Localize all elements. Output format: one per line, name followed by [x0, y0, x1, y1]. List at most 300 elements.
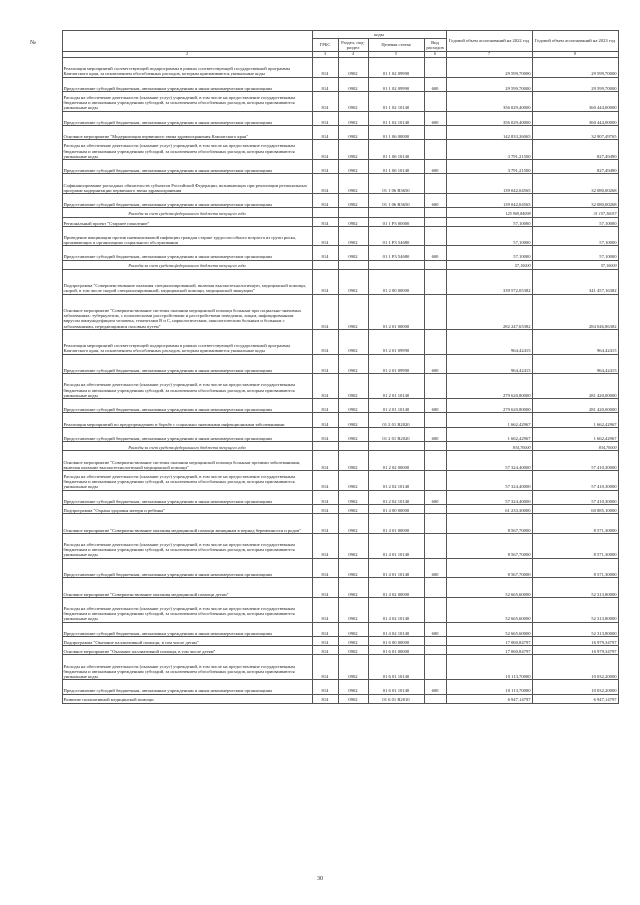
row-amount-2023: 60 885,10000: [532, 504, 618, 513]
table-row: [62, 646, 618, 655]
row-grbs: 814: [312, 451, 338, 471]
row-expense-type: 600: [424, 490, 446, 504]
table-body: [62, 58, 618, 704]
row-razdel: 0902: [338, 125, 368, 139]
row-expense-type: 600: [424, 354, 446, 374]
row-name: Проведение вакцинации против пневмококковой инфекции граждан старше трудоспособного возраста из групп риска, проживающих в организациях социального обслуживания: [62, 226, 312, 246]
row-target-article: 01 1 06 R3650: [368, 193, 424, 207]
row-amount-2022: 356 029,40000: [446, 111, 532, 125]
table-row: [62, 77, 618, 91]
row-target-article: [368, 260, 424, 269]
table-row: [62, 354, 618, 374]
row-name: Предоставление субсидий бюджетным, автономным учреждениям и иным некоммерческим организациям: [62, 680, 312, 694]
row-grbs: 814: [312, 269, 338, 294]
table-row: [62, 680, 618, 694]
row-name: Расходы за счет средств федерального бюджета текущего года: [62, 208, 312, 217]
row-amount-2023: 57,10000: [532, 260, 618, 269]
row-amount-2023: 31 157,36057: [532, 208, 618, 217]
row-target-article: 01 4 01 00000: [368, 514, 424, 534]
row-amount-2023: 8 571,30000: [532, 514, 618, 534]
row-grbs: 814: [312, 514, 338, 534]
row-amount-2022: 29 599,70000: [446, 58, 532, 78]
row-expense-type: [424, 636, 446, 645]
row-target-article: 01 4 02 10140: [368, 622, 424, 636]
row-name: Основное мероприятие "Совершенствование оказания медицинской помощи детям": [62, 578, 312, 598]
table-row: [62, 260, 618, 269]
row-amount-2022: 52 665,60000: [446, 597, 532, 622]
row-expense-type: [424, 91, 446, 111]
row-amount-2023: 284 046,86382: [532, 294, 618, 329]
row-name: Развитие паллиативной медицинской помощи: [62, 694, 312, 703]
row-target-article: 01 1 02 10140: [368, 91, 424, 111]
row-amount-2023: 1 662,42967: [532, 413, 618, 427]
row-amount-2022: 8 567,70000: [446, 533, 532, 558]
table-row: [62, 471, 618, 491]
row-name: Предоставление субсидий бюджетным, автономным учреждениям и иным некоммерческим организациям: [62, 399, 312, 413]
row-name: Расходы на обеспечение деятельности (оказание услуг) учреждений, в том числе на предоставление государственным бюджетным и автономным учреждениям субсидий, за исключением обособленных расходов, которым присваиваются уникальные коды: [62, 91, 312, 111]
row-razdel: 0902: [338, 246, 368, 260]
row-name: Региональный проект "Старшее поколение": [62, 217, 312, 226]
row-name: Предоставление субсидий бюджетным, автономным учреждениям и иным некоммерческим организациям: [62, 622, 312, 636]
row-razdel: 0902: [338, 680, 368, 694]
row-amount-2023: 341 457,16382: [532, 269, 618, 294]
row-amount-2022: 57 324,40000: [446, 451, 532, 471]
table-row: [62, 514, 618, 534]
table-row: [62, 655, 618, 680]
row-target-article: 01 6 00 00000: [368, 636, 424, 645]
row-expense-type: [424, 260, 446, 269]
row-amount-2023: 32 907,49765: [532, 125, 618, 139]
row-amount-2023: 8 571,30000: [532, 558, 618, 578]
budget-table-sheet: [62, 30, 618, 704]
row-name: Предоставление субсидий бюджетным, автономным учреждениям и иным некоммерческим организациям: [62, 354, 312, 374]
row-name: Софинансирование расходных обязательств субъектов Российской Федерации, возникающих при реализации региональных программ модернизации первичного звена здравоохранения: [62, 174, 312, 194]
row-name: Подпрограмма "Оказание паллиативной помощи, в том числе детям": [62, 636, 312, 645]
row-amount-2022: 8 567,70000: [446, 558, 532, 578]
row-expense-type: [424, 125, 446, 139]
header-razdel: Раздел, под-раздел: [338, 39, 368, 52]
row-amount-2023: 964,42415: [532, 354, 618, 374]
row-grbs: 814: [312, 646, 338, 655]
row-razdel: 0902: [338, 533, 368, 558]
row-target-article: 01 2 02 10140: [368, 490, 424, 504]
row-amount-2022: 17 060,84797: [446, 646, 532, 655]
row-name: Расходы на обеспечение деятельности (оказание услуг) учреждений, в том числе на предоставление государственным бюджетным и автономным учреждениям субсидий, за исключением обособленных расходов, которым присваиваются уникальные коды: [62, 471, 312, 491]
row-amount-2022: 125 969,84098: [446, 208, 532, 217]
row-expense-type: 600: [424, 111, 446, 125]
row-amount-2023: 360 444,00000: [532, 91, 618, 111]
table-row: [62, 533, 618, 558]
row-razdel: 0902: [338, 159, 368, 173]
header-name: [62, 31, 312, 52]
row-razdel: 0902: [338, 558, 368, 578]
row-target-article: 01 4 02 00000: [368, 578, 424, 598]
row-expense-type: 600: [424, 193, 446, 207]
column-number: 5: [368, 52, 424, 58]
row-razdel: [338, 260, 368, 269]
row-grbs: 814: [312, 533, 338, 558]
row-amount-2023: 57 410,30000: [532, 451, 618, 471]
table-row: [62, 125, 618, 139]
row-amount-2023: 1 662,42967: [532, 427, 618, 441]
row-razdel: 0902: [338, 329, 368, 354]
row-grbs: 814: [312, 636, 338, 645]
row-expense-type: 600: [424, 399, 446, 413]
row-amount-2023: 827,49490: [532, 140, 618, 160]
row-grbs: 814: [312, 680, 338, 694]
row-name: Основное мероприятие "Совершенствование оказания медицинской помощи женщинам в период беременности и родов": [62, 514, 312, 534]
row-target-article: 01 2 02 10140: [368, 471, 424, 491]
row-grbs: 814: [312, 77, 338, 91]
table-row: [62, 427, 618, 441]
row-amount-2023: 57,10000: [532, 217, 618, 226]
row-expense-type: [424, 504, 446, 513]
column-number: 7: [446, 52, 532, 58]
row-amount-2022: 57 324,40000: [446, 471, 532, 491]
header-codes: коды: [312, 31, 446, 39]
row-grbs: 814: [312, 413, 338, 427]
row-razdel: 0902: [338, 217, 368, 226]
row-amount-2022: 52 665,60000: [446, 622, 532, 636]
row-amount-2022: 279 620,80000: [446, 399, 532, 413]
row-expense-type: [424, 471, 446, 491]
row-amount-2022: 139 042,04565: [446, 193, 532, 207]
row-name: Расходы за счет средств федерального бюджета текущего года: [62, 442, 312, 451]
row-grbs: 814: [312, 694, 338, 703]
row-grbs: 814: [312, 558, 338, 578]
row-expense-type: [424, 174, 446, 194]
row-grbs: 814: [312, 125, 338, 139]
row-amount-2022: 139 042,04565: [446, 174, 532, 194]
row-target-article: 01 1 02 09990: [368, 77, 424, 91]
row-amount-2022: 57,10000: [446, 246, 532, 260]
row-grbs: 814: [312, 490, 338, 504]
row-target-article: 01 6 01 00000: [368, 646, 424, 655]
row-razdel: 0902: [338, 140, 368, 160]
row-grbs: 814: [312, 622, 338, 636]
row-razdel: 0902: [338, 694, 368, 703]
row-amount-2022: 10 113,70000: [446, 655, 532, 680]
row-amount-2022: 964,42415: [446, 329, 532, 354]
table-row: [62, 374, 618, 399]
row-name: Предоставление субсидий бюджетным, автономным учреждениям и иным некоммерческим организациям: [62, 558, 312, 578]
header-2022: Годовой объем ассигнований на 2022 год: [446, 31, 532, 52]
row-amount-2023: 281 420,00000: [532, 399, 618, 413]
row-razdel: 0902: [338, 504, 368, 513]
row-grbs: 814: [312, 140, 338, 160]
column-number: 2: [62, 52, 312, 58]
row-target-article: 01 2 02 00000: [368, 451, 424, 471]
row-expense-type: [424, 208, 446, 217]
row-amount-2022: 964,42415: [446, 354, 532, 374]
row-amount-2022: 17 060,84797: [446, 636, 532, 645]
row-amount-2023: 52 313,80000: [532, 622, 618, 636]
row-target-article: 01 2 01 10140: [368, 374, 424, 399]
row-amount-2023: 10 032,20000: [532, 680, 618, 694]
row-grbs: 814: [312, 246, 338, 260]
row-amount-2023: 32 080,00268: [532, 174, 618, 194]
row-grbs: 814: [312, 374, 338, 399]
row-expense-type: [424, 58, 446, 78]
row-name: Предоставление субсидий бюджетным, автономным учреждениям и иным некоммерческим организациям: [62, 246, 312, 260]
row-razdel: 0902: [338, 471, 368, 491]
row-amount-2023: 57 410,30000: [532, 490, 618, 504]
row-name: Основное мероприятие "Оказание паллиативной помощи, в том числе детям": [62, 646, 312, 655]
header-2023: Годовой объем ассигнований на 2023 год: [532, 31, 618, 52]
row-amount-2022: 52 665,60000: [446, 578, 532, 598]
row-grbs: 814: [312, 91, 338, 111]
table-row: [62, 91, 618, 111]
row-grbs: [312, 208, 338, 217]
row-target-article: 01 1 06 10140: [368, 159, 424, 173]
row-amount-2023: 964,42415: [532, 329, 618, 354]
row-expense-type: 600: [424, 77, 446, 91]
row-amount-2022: 61 233,30000: [446, 504, 532, 513]
table-row: [62, 111, 618, 125]
header-grbs: ГРБС: [312, 39, 338, 52]
row-amount-2022: 356 029,40000: [446, 91, 532, 111]
header-cs: Целевая статья: [368, 39, 424, 52]
row-name: Предоставление субсидий бюджетным, автономным учреждениям и иным некоммерческим организациям: [62, 111, 312, 125]
row-amount-2023: 29 599,70000: [532, 77, 618, 91]
row-grbs: 814: [312, 329, 338, 354]
row-target-article: 01 2 01 09990: [368, 329, 424, 354]
table-row: [62, 451, 618, 471]
row-amount-2022: 3 791,21500: [446, 159, 532, 173]
number-column-label: №: [30, 40, 36, 46]
row-razdel: 0902: [338, 514, 368, 534]
row-razdel: 0902: [338, 354, 368, 374]
row-target-article: 01 2 01 R2020: [368, 413, 424, 427]
row-expense-type: [424, 533, 446, 558]
row-expense-type: 600: [424, 159, 446, 173]
row-expense-type: [424, 140, 446, 160]
row-razdel: 0902: [338, 111, 368, 125]
table-row: [62, 159, 618, 173]
row-expense-type: 600: [424, 622, 446, 636]
row-grbs: 814: [312, 578, 338, 598]
row-amount-2023: 10 032,20000: [532, 655, 618, 680]
row-amount-2022: 3 791,21500: [446, 140, 532, 160]
row-razdel: [338, 208, 368, 217]
row-amount-2023: 827,49490: [532, 159, 618, 173]
row-razdel: 0902: [338, 646, 368, 655]
row-target-article: 01 4 01 10140: [368, 558, 424, 578]
column-number: 4: [338, 52, 368, 58]
row-amount-2023: 16 979,34797: [532, 636, 618, 645]
row-name: Реализация мероприятий соответствующей подпрограммы в рамках соответствующей государственной программы Камчатского края, за исключением обособленных расходов, которым присваиваются уникальные коды: [62, 329, 312, 354]
row-name: Расходы на обеспечение деятельности (оказание услуг) учреждений, в том числе на предоставление государственным бюджетным и автономным учреждениям субсидий, за исключением обособленных расходов, которым присваиваются уникальные коды: [62, 655, 312, 680]
row-razdel: 0902: [338, 655, 368, 680]
row-razdel: 0902: [338, 58, 368, 78]
table-row: [62, 413, 618, 427]
row-target-article: 01 2 01 R2020: [368, 427, 424, 441]
row-grbs: 814: [312, 58, 338, 78]
row-target-article: 01 1 02 09990: [368, 58, 424, 78]
row-amount-2023: 29 599,70000: [532, 58, 618, 78]
row-name: Предоставление субсидий бюджетным, автономным учреждениям и иным некоммерческим организациям: [62, 427, 312, 441]
row-expense-type: [424, 294, 446, 329]
row-name: Основное мероприятие "Модернизация первичного звена здравоохранения Камчатского края": [62, 125, 312, 139]
row-amount-2023: 57,10000: [532, 226, 618, 246]
row-amount-2023: 281 420,00000: [532, 374, 618, 399]
row-name: Расходы на обеспечение деятельности (оказание услуг) учреждений, в том числе на предоставление государственным бюджетным и автономным учреждениям субсидий, за исключением обособленных расходов, которым присваиваются уникальные коды: [62, 533, 312, 558]
row-target-article: 01 6 01 10140: [368, 655, 424, 680]
row-target-article: 01 4 01 10140: [368, 533, 424, 558]
table-row: [62, 58, 618, 78]
row-expense-type: 600: [424, 246, 446, 260]
row-razdel: 0902: [338, 294, 368, 329]
row-expense-type: 600: [424, 680, 446, 694]
row-amount-2023: 834,70000: [532, 442, 618, 451]
row-name: Реализация мероприятий по предупреждению и борьбе с социально значимыми инфекционными заболеваниями: [62, 413, 312, 427]
row-name: Предоставление субсидий бюджетным, автономным учреждениям и иным некоммерческим организациям: [62, 490, 312, 504]
row-grbs: 814: [312, 597, 338, 622]
row-amount-2022: 8 567,70000: [446, 514, 532, 534]
table-row: [62, 217, 618, 226]
row-target-article: 01 1 06 R3650: [368, 174, 424, 194]
row-grbs: [312, 260, 338, 269]
row-razdel: 0902: [338, 490, 368, 504]
table-row: [62, 193, 618, 207]
row-amount-2023: 360 444,00000: [532, 111, 618, 125]
row-target-article: 01 6 01 R2010: [368, 694, 424, 703]
row-grbs: 814: [312, 504, 338, 513]
row-amount-2023: 16 979,34797: [532, 646, 618, 655]
table-row: [62, 329, 618, 354]
row-razdel: 0902: [338, 77, 368, 91]
table-row: [62, 622, 618, 636]
row-name: Расходы за счет средств федерального бюджета текущего года: [62, 260, 312, 269]
row-target-article: 01 1 P3 54680: [368, 246, 424, 260]
row-target-article: [368, 208, 424, 217]
row-razdel: 0902: [338, 578, 368, 598]
row-razdel: 0902: [338, 427, 368, 441]
row-name: Расходы на обеспечение деятельности (оказание услуг) учреждений, в том числе на предоставление государственным бюджетным и автономным учреждениям субсидий, за исключением обособленных расходов, которым присваиваются уникальные коды: [62, 140, 312, 160]
row-razdel: 0902: [338, 91, 368, 111]
row-grbs: [312, 442, 338, 451]
row-target-article: 01 1 02 10140: [368, 111, 424, 125]
row-expense-type: [424, 655, 446, 680]
row-amount-2022: 142 833,26065: [446, 125, 532, 139]
row-expense-type: [424, 514, 446, 534]
row-grbs: 814: [312, 471, 338, 491]
row-amount-2022: 10 113,70000: [446, 680, 532, 694]
row-razdel: 0902: [338, 597, 368, 622]
row-grbs: 814: [312, 354, 338, 374]
row-expense-type: [424, 226, 446, 246]
row-expense-type: [424, 694, 446, 703]
table-row: [62, 294, 618, 329]
row-target-article: 01 1 P3 00000: [368, 217, 424, 226]
row-amount-2022: 279 620,80000: [446, 374, 532, 399]
row-amount-2022: 6 947,14797: [446, 694, 532, 703]
row-amount-2022: 282 247,65382: [446, 294, 532, 329]
row-expense-type: [424, 597, 446, 622]
row-expense-type: 600: [424, 427, 446, 441]
table-row: [62, 399, 618, 413]
row-razdel: 0902: [338, 413, 368, 427]
table-row: [62, 246, 618, 260]
row-amount-2022: 57 324,40000: [446, 490, 532, 504]
row-razdel: 0902: [338, 269, 368, 294]
row-grbs: 814: [312, 174, 338, 194]
page-number: 30: [317, 876, 323, 882]
row-grbs: 814: [312, 399, 338, 413]
table-row: [62, 490, 618, 504]
row-target-article: 01 4 00 00000: [368, 504, 424, 513]
row-amount-2023: 57 410,30000: [532, 471, 618, 491]
row-amount-2023: 6 947,14797: [532, 694, 618, 703]
table-row: [62, 442, 618, 451]
table-row: [62, 208, 618, 217]
row-expense-type: 600: [424, 558, 446, 578]
row-razdel: [338, 442, 368, 451]
row-expense-type: [424, 451, 446, 471]
row-target-article: 01 6 01 10140: [368, 680, 424, 694]
row-razdel: 0902: [338, 451, 368, 471]
row-target-article: [368, 442, 424, 451]
row-name: Предоставление субсидий бюджетным, автономным учреждениям и иным некоммерческим организациям: [62, 77, 312, 91]
row-amount-2022: 57,10000: [446, 260, 532, 269]
row-expense-type: [424, 442, 446, 451]
row-grbs: 814: [312, 294, 338, 329]
table-row: [62, 174, 618, 194]
column-number: 8: [532, 52, 618, 58]
row-name: Расходы на обеспечение деятельности (оказание услуг) учреждений, в том числе на предоставление государственным бюджетным и автономным учреждениям субсидий, за исключением обособленных расходов, которым присваиваются уникальные коды: [62, 597, 312, 622]
row-target-article: 01 2 01 00000: [368, 294, 424, 329]
row-name: Основное мероприятие "Совершенствование системы оказания медицинской помощи больным при социально-значимых заболеваниях: туберкулезом, с психическими расстройствами и расстройствами поведения, лицам, инфицированным вирусом иммунодефицита человека, гепатитами В и С, наркологическим, онкологическим больным и больным с заболеваниями, передающимися половым путем": [62, 294, 312, 329]
row-grbs: 814: [312, 226, 338, 246]
row-target-article: 01 2 00 00000: [368, 269, 424, 294]
row-amount-2022: 1 662,42967: [446, 413, 532, 427]
row-target-article: 01 1 P3 54680: [368, 226, 424, 246]
row-razdel: 0902: [338, 399, 368, 413]
row-amount-2023: 32 080,00268: [532, 193, 618, 207]
row-grbs: 814: [312, 427, 338, 441]
row-target-article: 01 2 01 10140: [368, 399, 424, 413]
row-razdel: 0902: [338, 193, 368, 207]
row-amount-2022: 57,10000: [446, 217, 532, 226]
row-amount-2022: 834,70000: [446, 442, 532, 451]
row-amount-2023: 52 313,80000: [532, 597, 618, 622]
row-amount-2023: 52 313,80000: [532, 578, 618, 598]
table-row: [62, 636, 618, 645]
row-target-article: 01 1 06 10140: [368, 140, 424, 160]
row-grbs: 814: [312, 217, 338, 226]
row-name: Предоставление субсидий бюджетным, автономным учреждениям и иным некоммерческим организациям: [62, 193, 312, 207]
row-grbs: 814: [312, 159, 338, 173]
row-razdel: 0902: [338, 622, 368, 636]
row-amount-2022: 339 572,05382: [446, 269, 532, 294]
table-row: [62, 504, 618, 513]
row-grbs: 814: [312, 111, 338, 125]
row-name: Расходы на обеспечение деятельности (оказание услуг) учреждений, в том числе на предоставление государственным бюджетным и автономным учреждениям субсидий, за исключением обособленных расходов, которым присваиваются уникальные коды: [62, 374, 312, 399]
table-row: [62, 597, 618, 622]
row-razdel: 0902: [338, 636, 368, 645]
row-name: Подпрограмма "Охрана здоровья матери и ребенка": [62, 504, 312, 513]
row-razdel: 0902: [338, 374, 368, 399]
row-amount-2023: 8 571,30000: [532, 533, 618, 558]
table-row: [62, 226, 618, 246]
row-target-article: 01 1 06 00000: [368, 125, 424, 139]
row-name: Основное мероприятие "Совершенствование системы оказания медицинской помощи больным прочими заболеваниями, включая оказание высокотехнологичной медицинской помощи": [62, 451, 312, 471]
row-expense-type: [424, 269, 446, 294]
row-name: Предоставление субсидий бюджетным, автономным учреждениям и иным некоммерческим организациям: [62, 159, 312, 173]
row-grbs: 814: [312, 193, 338, 207]
row-amount-2022: 57,10000: [446, 226, 532, 246]
row-expense-type: [424, 646, 446, 655]
